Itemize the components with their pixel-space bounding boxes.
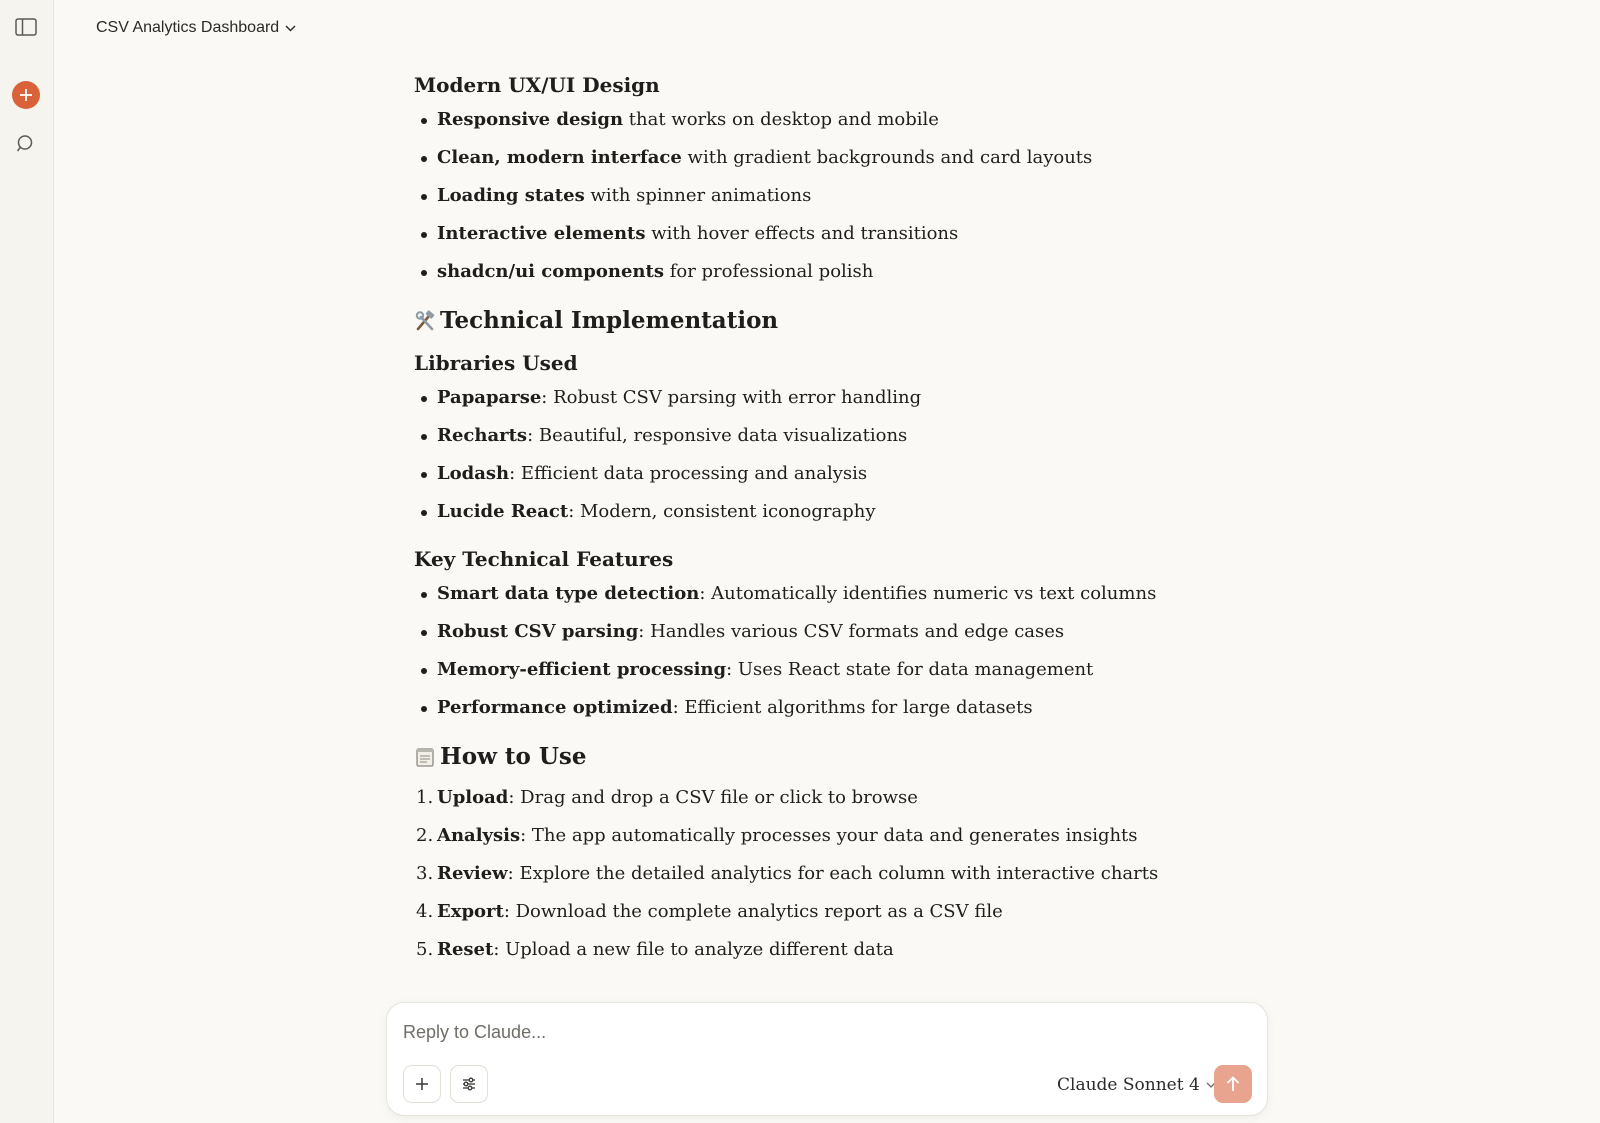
ux-list <box>414 108 1134 284</box>
model-selector[interactable] <box>1057 1073 1216 1097</box>
arrow-up-icon <box>1225 1075 1241 1093</box>
attach-button[interactable] <box>403 1065 441 1103</box>
howto-heading: How to Use <box>414 742 1134 772</box>
list-item: Recharts: Beautiful, responsive data visualizations <box>414 424 1134 448</box>
conversation-title: CSV Analytics Dashboard <box>96 19 280 36</box>
list-item: Lodash: Efficient data processing and analysis <box>414 462 1134 486</box>
list-item: Lucide React: Modern, consistent iconography <box>414 500 1134 524</box>
list-item: 1. Upload: Drag and drop a CSV file or click to browse <box>416 787 918 808</box>
search-chats-button[interactable] <box>12 130 40 158</box>
list-item: Performance optimized: Efficient algorithms for large datasets <box>414 696 1134 720</box>
sidebar <box>0 0 54 1123</box>
send-button[interactable] <box>1214 1065 1252 1103</box>
chevron-down-icon <box>285 25 296 32</box>
list-item: 2. Analysis: The app automatically processes your data and generates insights <box>416 825 1138 846</box>
list-item: 4. Export: Download the complete analytics report as a CSV file <box>416 901 1003 922</box>
assistant-message <box>414 72 1159 962</box>
tech-heading: Technical Implementation <box>414 306 1134 336</box>
list-item: Papaparse: Robust CSV parsing with error handling <box>414 386 1134 410</box>
list-item: Robust CSV parsing: Handles various CSV formats and edge cases <box>414 620 1134 644</box>
reply-input[interactable] <box>403 1017 1223 1047</box>
plus-icon <box>414 1076 430 1092</box>
features-heading: Key Technical Features <box>414 547 674 571</box>
list-item: shadcn/ui components for professional polish <box>414 260 1134 284</box>
list-item: 5. Reset: Upload a new file to analyze different data <box>416 939 894 960</box>
hammer-wrench-icon <box>414 310 436 332</box>
plus-icon <box>19 88 33 102</box>
list-item: 3. Review: Explore the detailed analytics for each column with interactive charts <box>416 863 1159 884</box>
sidebar-toggle-icon <box>15 18 37 36</box>
libraries-heading: Libraries Used <box>414 351 578 375</box>
features-list <box>414 582 1157 720</box>
conversation-title-dropdown[interactable] <box>96 16 296 40</box>
tools-settings-button[interactable] <box>450 1065 488 1103</box>
reply-composer <box>386 1002 1268 1116</box>
model-name: Claude Sonnet 4 <box>1057 1075 1200 1095</box>
sliders-icon <box>461 1076 477 1092</box>
list-item: Loading states with spinner animations <box>414 184 1134 208</box>
new-chat-button[interactable] <box>12 81 40 109</box>
ux-heading: Modern UX/UI Design <box>414 73 660 97</box>
list-item: Smart data type detection: Automatically identifies numeric vs text columns <box>414 582 1134 606</box>
sidebar-toggle-button[interactable] <box>12 13 40 41</box>
search-icon <box>16 134 36 154</box>
list-item: Clean, modern interface with gradient backgrounds and card layouts <box>414 146 1134 170</box>
list-item: Memory-efficient processing: Uses React state for data management <box>414 658 1134 682</box>
list-item: Interactive elements with hover effects and transitions <box>414 222 1134 246</box>
libraries-list <box>414 386 1134 524</box>
list-item: Responsive design that works on desktop and mobile <box>414 108 1134 132</box>
howto-list <box>414 786 1159 962</box>
memo-icon <box>414 746 436 768</box>
